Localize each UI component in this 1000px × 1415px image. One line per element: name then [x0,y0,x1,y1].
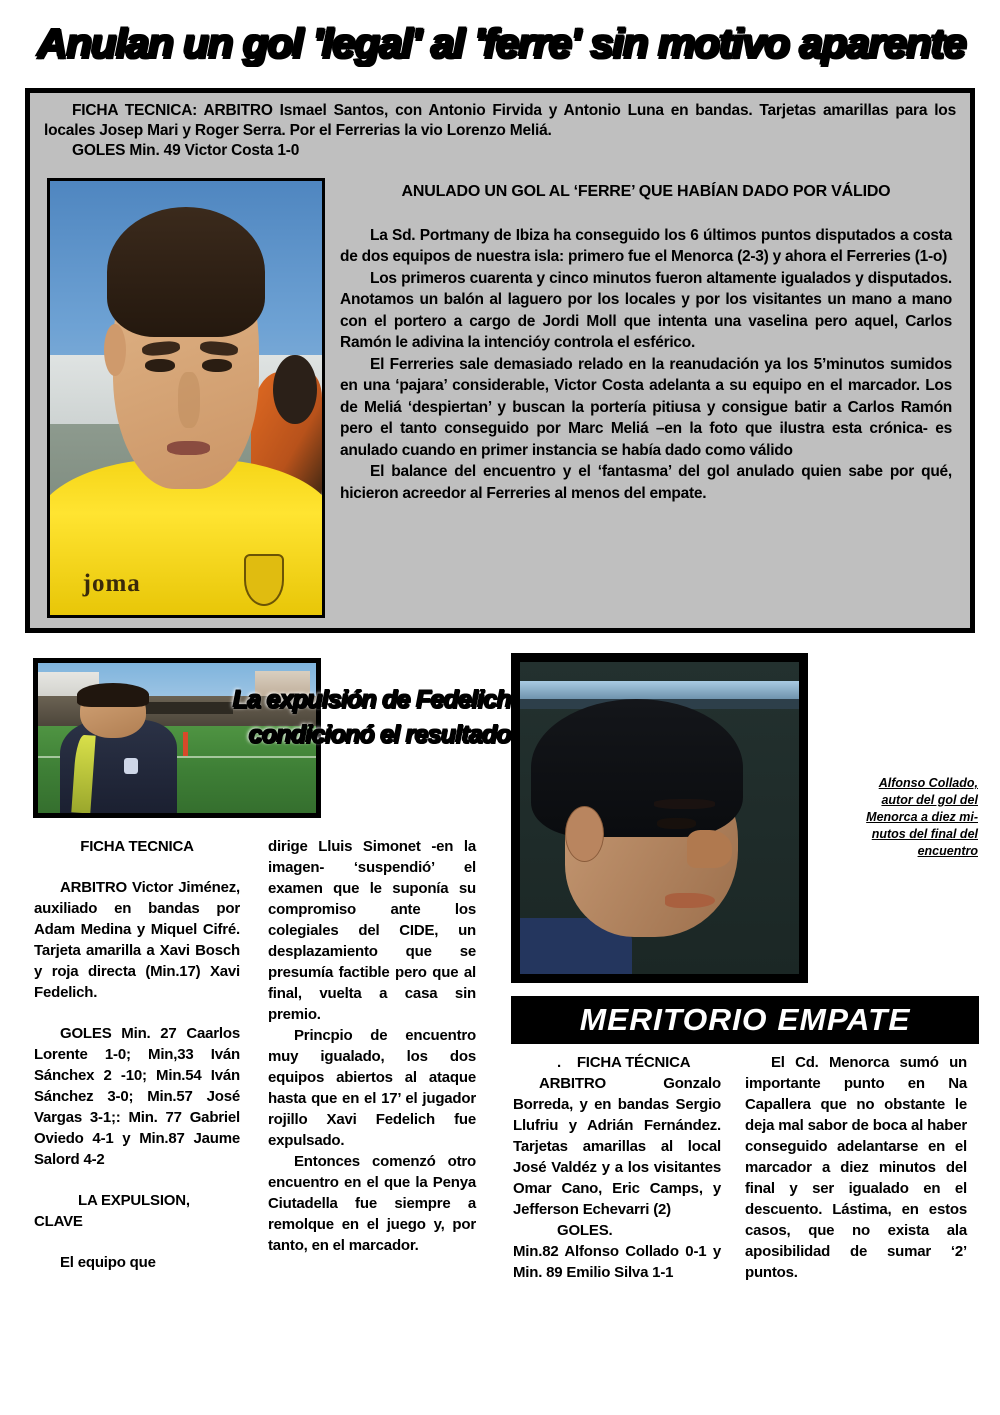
collado-photo-eye [657,818,696,829]
coach-photo-hair [77,683,149,707]
article3-leading-dot: . [557,1054,561,1071]
match-facts-block [30,93,970,161]
collado-photo-image [520,662,799,974]
article3-ficha-title [513,1052,721,1073]
collado-photo [511,653,808,983]
collado-photo-nose [687,830,732,867]
photo-hair [107,207,265,337]
coach-photo-image [38,663,316,813]
article3-column-1 [513,1052,721,1283]
lead-article-panel [25,88,975,633]
photo-background-head [273,355,317,424]
collado-photo-ear [565,806,604,862]
banner-text: MERITORIO EMPATE [579,1002,911,1037]
photo-eye-left [145,359,175,372]
article3-column-2 [745,1052,967,1283]
article3-ficha-title-text: FICHA TÉCNICA [576,1054,691,1071]
secondary-headline-line-2: condicionó el resultado [247,720,510,748]
lead-subheadline: ANULADO UN GOL AL ‘FERRE’ QUE HABÍAN DADO POR VÁLIDO [401,183,891,200]
lead-photo [47,178,325,618]
article2-arbitro: ARBITRO Victor Jiménez, auxiliado en bandas por Adam Medina y Miquel Cifré. Tarjeta amarilla a Xavi Bosch y roja directa (Min.17) Xavi Fedelich. [34,879,240,1001]
photo-club-badge [244,554,284,606]
article3-arbitro: ARBITRO Gonzalo Borreda, y en bandas Sergio Llufriu y Adrián Fernández. Tarjetas amarillas al local José Valdéz y a los visitantes Omar Cano, Eric Camps, y Jefferson Echevarri (2) [513,1075,721,1218]
coach-photo [33,658,321,818]
collado-photo-eyebrow [654,799,715,808]
photo-brand-joma: joma [82,569,141,597]
article2-col2-para-1: dirige Lluis Simonet -en la imagen- ‘suspendió’ el examen que le suponía su compromiso ante los colegiales del CIDE, un desplazamiento que se presumía factible pero que al final, vuelta a casa sin premio. [268,838,476,1023]
match-facts-line-1: FICHA TECNICA: ARBITRO Ismael Santos, con Antonio Firvida y Antonio Luna en bandas. Tarjetas amarillas para los locales Josep Mari y Roger Serra. Por el Ferrerias la vio Lorenzo Meliá. [44,102,956,139]
lead-paragraph-2: Los primeros cuarenta y cinco minutos fueron altamente igualados y disputados. Anotamos un balón al laguero por los locales y por los visitantes un mano a mano con el portero a cargo de Jordi Moll que intenta una vaselina pero aquel, Carlos Ramón le adivina la intencióy controla el esférico. [340,269,952,351]
coach-photo-corner-flag [183,732,188,756]
caption-line-4: nutos del final del [871,827,978,841]
main-headline-text: Anulan un gol 'legal' al 'ferre' sin motivo aparente [35,19,965,65]
article2-col2-para-2: Princpio de encuentro muy igualado, los dos equipos abiertos al ataque hasta que en el 17’ el jugador rojillo Xavi Fedelich fue expulsado. [268,1027,476,1149]
article2-goles: GOLES Min. 27 Caarlos Lorente 1-0; Min,33 Iván Sánchex 2 -10; Min.54 Iván Sánchez 3-0; Min.57 José Vargas 3-1;: Min. 77 Gabriel Oviedo 4-1 y Min.87 Jaume Salord 4-2 [34,1025,240,1168]
article2-column-2 [268,836,476,1256]
collado-photo-hair [531,699,743,836]
article2-subhead-line-1: LA EXPULSION, [78,1192,190,1209]
lead-article-body [340,181,952,504]
article2-col1-tail: El equipo que [60,1254,156,1271]
caption-line-5: encuentro [917,844,978,858]
article2-col2-para-3: Entonces comenzó otro encuentro en el que la Penya Ciutadella fue siempre a remolque en el juego y, por tanto, en el marcador. [268,1153,476,1254]
article2-column-1 [34,836,240,1273]
article2-ficha-title: FICHA TECNICA [80,838,194,855]
match-facts-line-2: GOLES Min. 49 Victor Costa 1-0 [72,142,300,159]
article3-goles-head: GOLES. [557,1222,613,1239]
meritorio-empate-banner [511,996,979,1044]
caption-line-1: Alfonso Collado, [878,776,978,790]
caption-line-3: Menorca a diez mi- [866,810,978,824]
page-title [0,14,1000,74]
secondary-headline-line-1: La expulsión de Fedelich [231,685,510,713]
photo-eye-right [202,359,232,372]
lead-paragraph-1: La Sd. Portmany de Ibiza ha conseguido los 6 últimos puntos disputados a costa de dos equipos de nuestra isla: primero fue el Menorca (2-3) y ahora el Ferreries (1-o) [340,226,952,265]
article2-subhead-line-2: CLAVE [34,1213,83,1230]
collado-photo-caption [818,775,978,860]
photo-nose [178,372,200,428]
lead-paragraph-3: El Ferreries sale demasiado relado en la reanudación ya los 5’minutos sumidos en una ‘pajara’ considerable, Victor Costa adelanta a su equipo en el marcador. Los de Meliá ‘despiertan’ y buscan la portería pitiusa y consigue batir a Carlos Ramón pero el tanto conseguido por Marc Meliá –en la foto que ilustra esta crónica- es anulado cuando en primer instancia se había dado como válido [340,355,952,459]
article3-col2-para-1: El Cd. Menorca sumó un importante punto en Na Capallera que no obstante le deja mal sabor de boca al haber conseguido adelantarse en el marcador a diez minutos del final y ser igualado en el descuento. Lástima, en estos casos, que no exista ala aposibilidad de sumar ‘2’ puntos. [745,1054,967,1281]
article3-goles: Min.82 Alfonso Collado 0-1 y Min. 89 Emilio Silva 1-1 [513,1243,721,1281]
collado-photo-sky-band [520,681,799,700]
photo-mouth [167,441,211,455]
lead-paragraph-4: El balance del encuentro y el ‘fantasma’ del gol anulado quien sabe por qué, hicieron acreedor al Ferreries al menos del empate. [340,463,952,502]
caption-line-2: autor del gol del [881,793,978,807]
lead-photo-image [50,181,322,615]
coach-photo-crest [124,758,138,774]
